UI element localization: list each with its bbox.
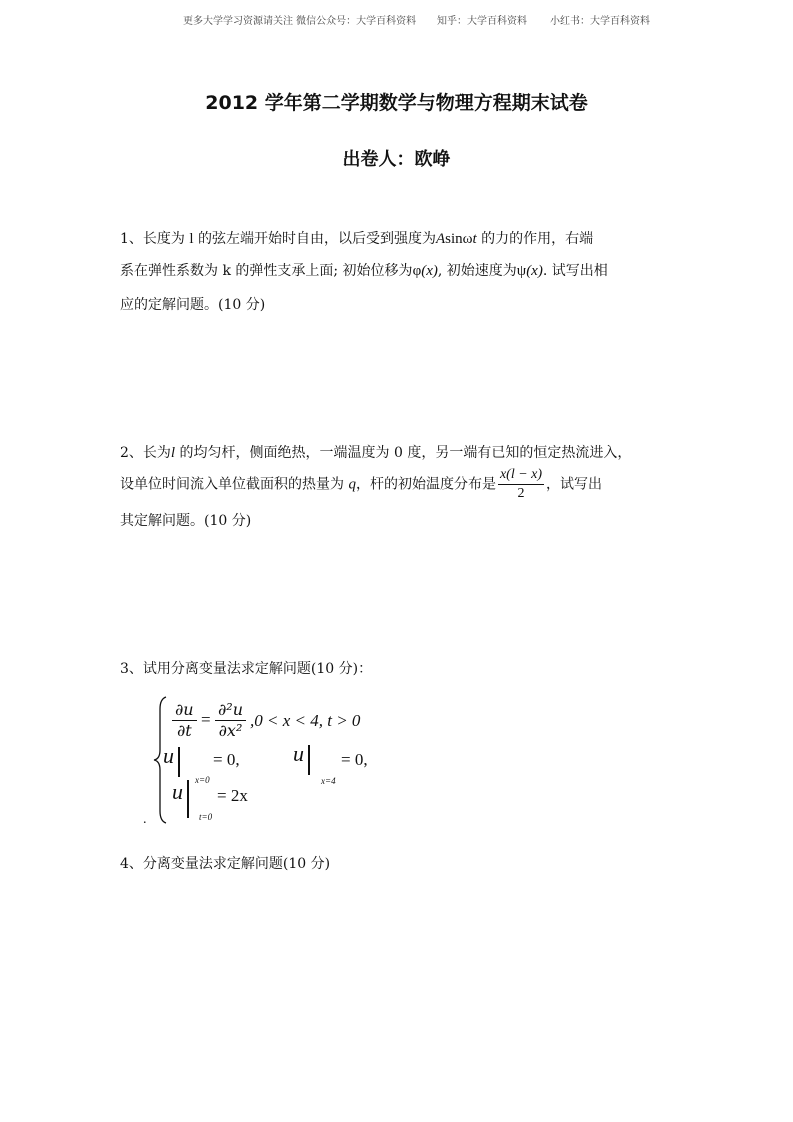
header-wechat: 更多大学学习资源请关注 微信公众号：大学百科资料 bbox=[183, 16, 417, 27]
exam-title: 2012 学年第二学期数学与物理方程期末试卷 bbox=[205, 92, 588, 114]
header-zhihu: 知乎：大学百科资料 bbox=[437, 16, 527, 27]
question-3-text: 3、试用分离变量法求定解问题(10 分)： bbox=[120, 661, 373, 677]
question-2-line-2: 设单位时间流入单位截面积的热量为 q，杆的初始温度分布是 $\frac{x(l - x)}{2}$ ，试写出 bbox=[120, 467, 603, 501]
question-1-line-1: 1、长度为 l 的弦左端开始时自由，以后受到强度为Asinωt 的力的作用，右端 bbox=[120, 231, 594, 247]
initial-temperature-fraction: $\frac{x(l - x)}{2}$ bbox=[499, 467, 543, 501]
question-1-line-3: 应的定解问题。(10 分) bbox=[120, 297, 266, 313]
question-1-line-2: 系在弹性系数为 k 的弹性支承上面; 初始位移为φ(x), 初始速度为ψ(x). 试写出相 bbox=[120, 263, 608, 279]
exam-author: 出卷人：欧峥 bbox=[342, 149, 451, 170]
question-4-text: 4、分离变量法求定解问题(10 分) bbox=[120, 856, 331, 872]
eval-bar bbox=[178, 747, 180, 777]
header-xiaohongshu: 小红书：大学百科资料 bbox=[550, 16, 650, 27]
d2u-dx2-fraction: $\frac{\text{∂²u}}{\text{∂x²}}$ bbox=[215, 700, 246, 741]
question-2-line-3: 其定解问题。(10 分) bbox=[120, 513, 252, 529]
eval-bar bbox=[187, 780, 189, 818]
du-dt-fraction: $\frac{\partial u}{\partial t}$ bbox=[172, 700, 197, 741]
question-2-line-1: 2、长为l 的均匀杆，侧面绝热，一端温度为 0 度，另一端有已知的恒定热流进入， bbox=[120, 445, 632, 461]
eval-bar bbox=[308, 745, 310, 775]
equation-domain: ,0 < x < 4, t > 0 bbox=[250, 711, 361, 730]
